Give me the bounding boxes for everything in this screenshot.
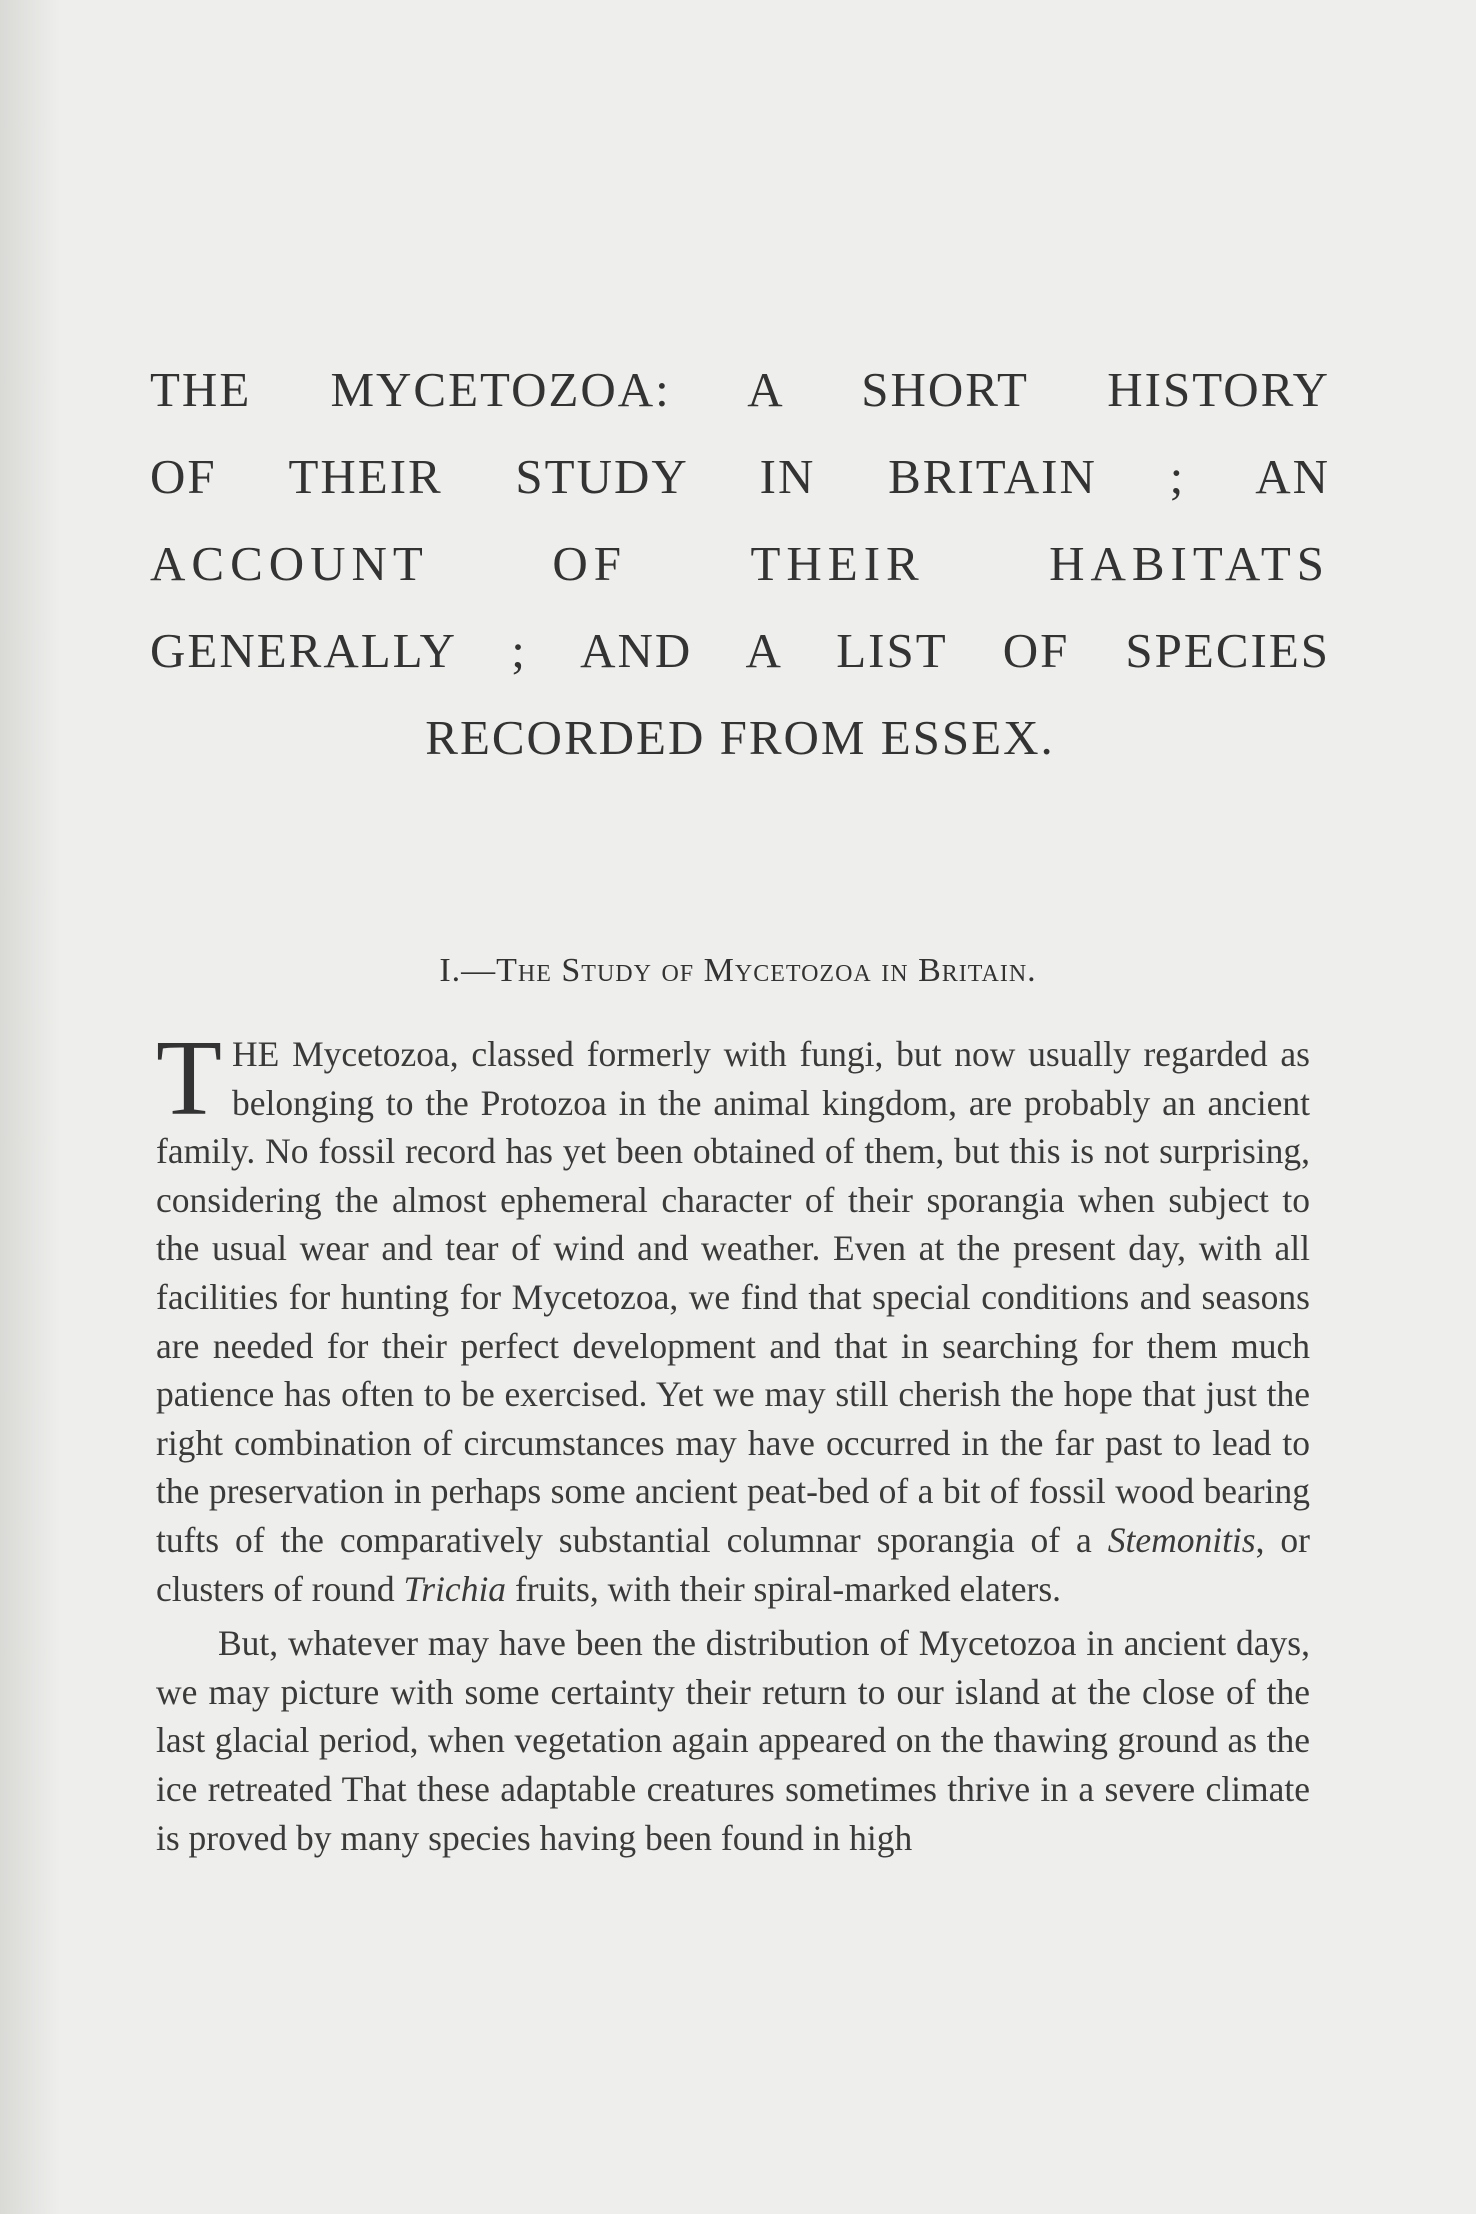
paragraph-1 xyxy=(156,1019,1310,1613)
body-text xyxy=(156,1019,1310,1862)
section-number: I.— xyxy=(439,952,497,989)
title-line-3: ACCOUNT OF THEIR HABITATS xyxy=(150,536,1330,591)
title-line-2: OF THEIR STUDY IN BRITAIN ; AN xyxy=(150,449,1330,504)
genus-stemonitis: Stemonitis xyxy=(1107,1519,1256,1560)
paragraph-1-tail: fruits, with their spiral-marked elaters. xyxy=(506,1568,1062,1609)
page-edge-shadow xyxy=(0,0,60,2214)
title-line-4: GENERALLY ; AND A LIST OF SPECIES xyxy=(150,623,1330,678)
paragraph-1-middle: , or clusters of round xyxy=(156,1519,1310,1609)
paragraph-2: But, whatever may have been the distribution of Mycetozoa in ancient days, we may picture with some certainty their return to our island at the close of the last glacial period, when vegetation again appeared on the thawing ground as the ice retreated That these adaptable creatures sometimes thrive in a severe climate is proved by many species having been found in high xyxy=(156,1623,1310,1858)
genus-trichia: Trichia xyxy=(403,1568,507,1609)
title-line-5: RECORDED FROM ESSEX. xyxy=(425,710,1055,765)
section-heading-text: The Study of Mycetozoa in Britain. xyxy=(496,952,1037,989)
paragraph-1-lead: HE Mycetozoa, classed formerly with fungi, but now usually regarded as belonging to the Protozoa in the animal kingdom, are probably an ancient family. No fossil record has yet been obtained of them, but this is not surprising, considering the almost ephemeral character of their sporangia when subject to the usual wear and tear of wind and weather. Even at the present day, with all facilities for hunting for Mycetozoa, we find that special conditions and seasons are needed for their perfect development and that in searching for them much patience has often to be exercised. Yet we may still cherish the hope that just the right combination of circumstances may have occurred in the far past to lead to the preservation in perhaps some ancient peat-bed of a bit of fossil wood bearing tufts of the comparatively substantial columnar sporangia of a xyxy=(156,1034,1310,1560)
drop-cap: T xyxy=(156,1019,222,1138)
section-heading xyxy=(0,952,1476,990)
title-line-1: THE MYCETOZOA: A SHORT HISTORY xyxy=(150,362,1330,417)
article-title xyxy=(150,346,1330,781)
